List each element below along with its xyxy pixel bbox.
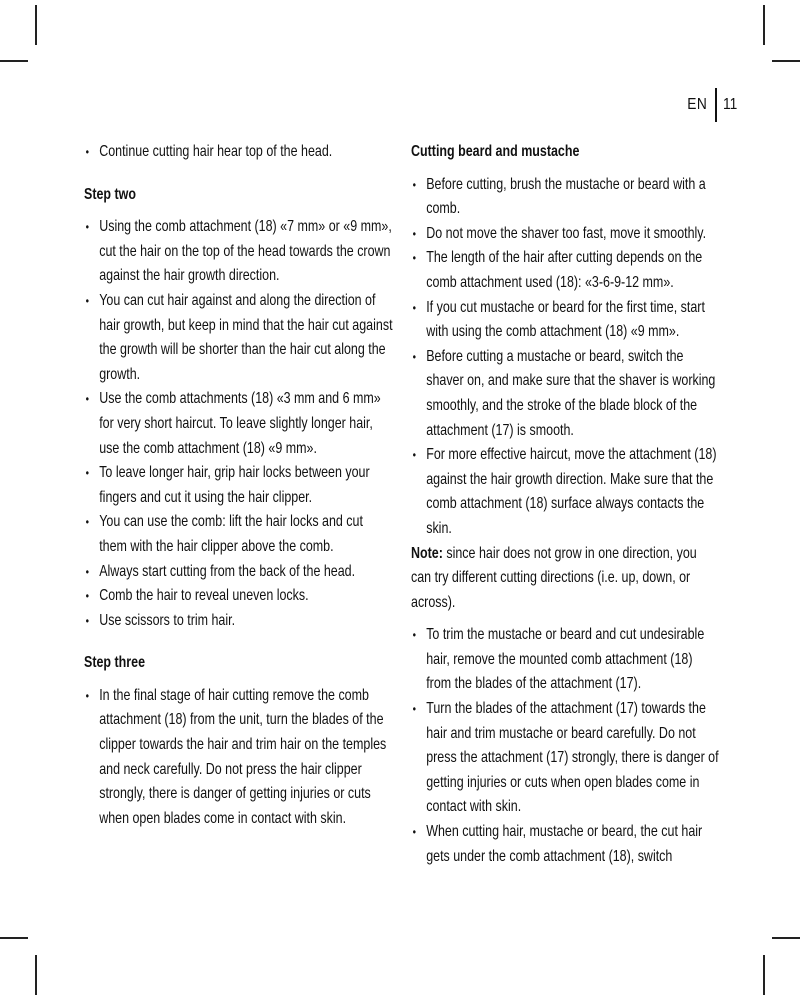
section-heading-beard: Cutting beard and mustache xyxy=(411,143,580,160)
list-item: • Using the comb attachment (18) «7 mm» or «9 mm», cut the hair on the top of the head towards the crown against the hair growth direction. xyxy=(84,215,394,289)
header-divider xyxy=(715,88,717,122)
note-label: Note: xyxy=(411,544,443,562)
list-item: • Comb the hair to reveal uneven locks. xyxy=(84,584,394,609)
list-item: • In the final stage of hair cutting remove the comb attachment (18) from the unit, turn the blades of the clipper towards the hair and trim hair on the temples and neck carefully. Do not press the hair clipper strongly, there is danger of getting injuries or cuts when open blades come in contact with skin. xyxy=(84,684,394,832)
list-item: • Continue cutting hair hear top of the head. xyxy=(84,140,394,165)
crop-mark xyxy=(763,955,765,995)
section-heading-step-two: Step two xyxy=(84,185,136,203)
list-item: • You can cut hair against and along the direction of hair growth, but keep in mind that the hair cut against the growth will be shorter than the hair cut along the growth. xyxy=(84,289,394,387)
list-item: • You can use the comb: lift the hair locks and cut them with the hair clipper above the comb. xyxy=(84,510,394,559)
list-item: • To trim the mustache or beard and cut undesirable hair, remove the mounted comb attachment (18) from the blades of the attachment (17). xyxy=(411,623,719,697)
step-three-list xyxy=(84,684,394,832)
crop-mark xyxy=(35,5,37,45)
list-item: • Before cutting a mustache or beard, switch the shaver on, and make sure that the shaver is working smoothly, and the stroke of the blade block of the attachment (17) is smooth. xyxy=(411,345,719,443)
crop-mark xyxy=(772,937,800,939)
step-two-list xyxy=(84,215,394,633)
crop-mark xyxy=(0,60,28,62)
intro-list xyxy=(84,140,394,165)
list-item: • Turn the blades of the attachment (17) towards the hair and trim mustache or beard carefully. Do not press the attachment (17) strongly, there is danger of getting injuries or cuts when open blades come in contact with skin. xyxy=(411,697,719,820)
list-item: • Always start cutting from the back of the head. xyxy=(84,560,394,585)
list-item: • Use scissors to trim hair. xyxy=(84,609,394,634)
crop-mark xyxy=(35,955,37,995)
beard-list-continued xyxy=(411,623,719,869)
beard-list xyxy=(411,173,719,542)
crop-mark xyxy=(772,60,800,62)
left-column xyxy=(84,140,394,831)
list-item: • If you cut mustache or beard for the first time, start with using the comb attachment (18) «9 mm». xyxy=(411,296,719,345)
crop-mark xyxy=(763,5,765,45)
list-item: • Use the comb attachments (18) «3 mm and 6 mm» for very short haircut. To leave slightly longer hair, use the comb attachment (18) «9 mm». xyxy=(84,387,394,461)
right-column xyxy=(411,140,719,869)
list-item: • Before cutting, brush the mustache or beard with a comb. xyxy=(411,173,719,222)
page-header xyxy=(684,88,740,122)
list-item: • When cutting hair, mustache or beard, the cut hair gets under the comb attachment (18), switch xyxy=(411,820,719,869)
language-label: EN xyxy=(687,96,708,113)
section-heading-step-three: Step three xyxy=(84,654,146,672)
list-item: • For more effective haircut, move the attachment (18) against the hair growth direction. Make sure that the comb attachment (18) surface always contacts the skin. xyxy=(411,443,719,541)
list-item: • To leave longer hair, grip hair locks between your fingers and cut it using the hair clipper. xyxy=(84,461,394,510)
crop-mark xyxy=(0,937,28,939)
list-item: • Do not move the shaver too fast, move it smoothly. xyxy=(411,222,719,247)
note-text: since hair does not grow in one direction, you can try different cutting directions (i.e. up, down, or across). xyxy=(411,544,697,611)
page-number: 11 xyxy=(723,96,738,113)
note-paragraph xyxy=(411,542,719,616)
list-item: • The length of the hair after cutting depends on the comb attachment used (18): «3-6-9-12 mm». xyxy=(411,246,719,295)
